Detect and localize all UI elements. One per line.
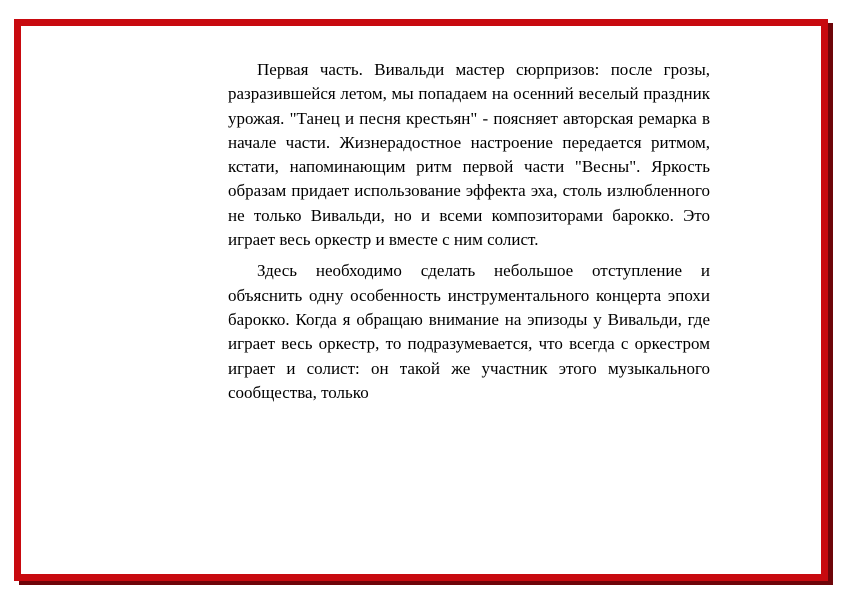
text-body <box>228 58 710 412</box>
paragraph-digression: Здесь необходимо сделать небольшое отступление и объяснить одну особенность инструментального концерта эпохи барокко. Когда я обращаю внимание на эпизоды у Вивальди, где играет весь оркестр, то подразумевается, что всегда с оркестром играет и солист: он такой же участник этого музыкального сообщества, только <box>228 261 710 402</box>
paragraph-first-movement: Первая часть. Вивальди мастер сюрпризов: после грозы, разразившейся летом, мы попадаем на осенний веселый праздник урожая. "Танец и песня крестьян" - поясняет авторская ремарка в начале части. Жизнерадостное настроение передается ритмом, кстати, напоминающим ритм первой части "Весны". Яркость образам придает использование эффекта эха, столь излюбленного не только Вивальди, но и всеми композиторами барокко. Это играет весь оркестр и вместе с ним солист. <box>228 60 710 250</box>
